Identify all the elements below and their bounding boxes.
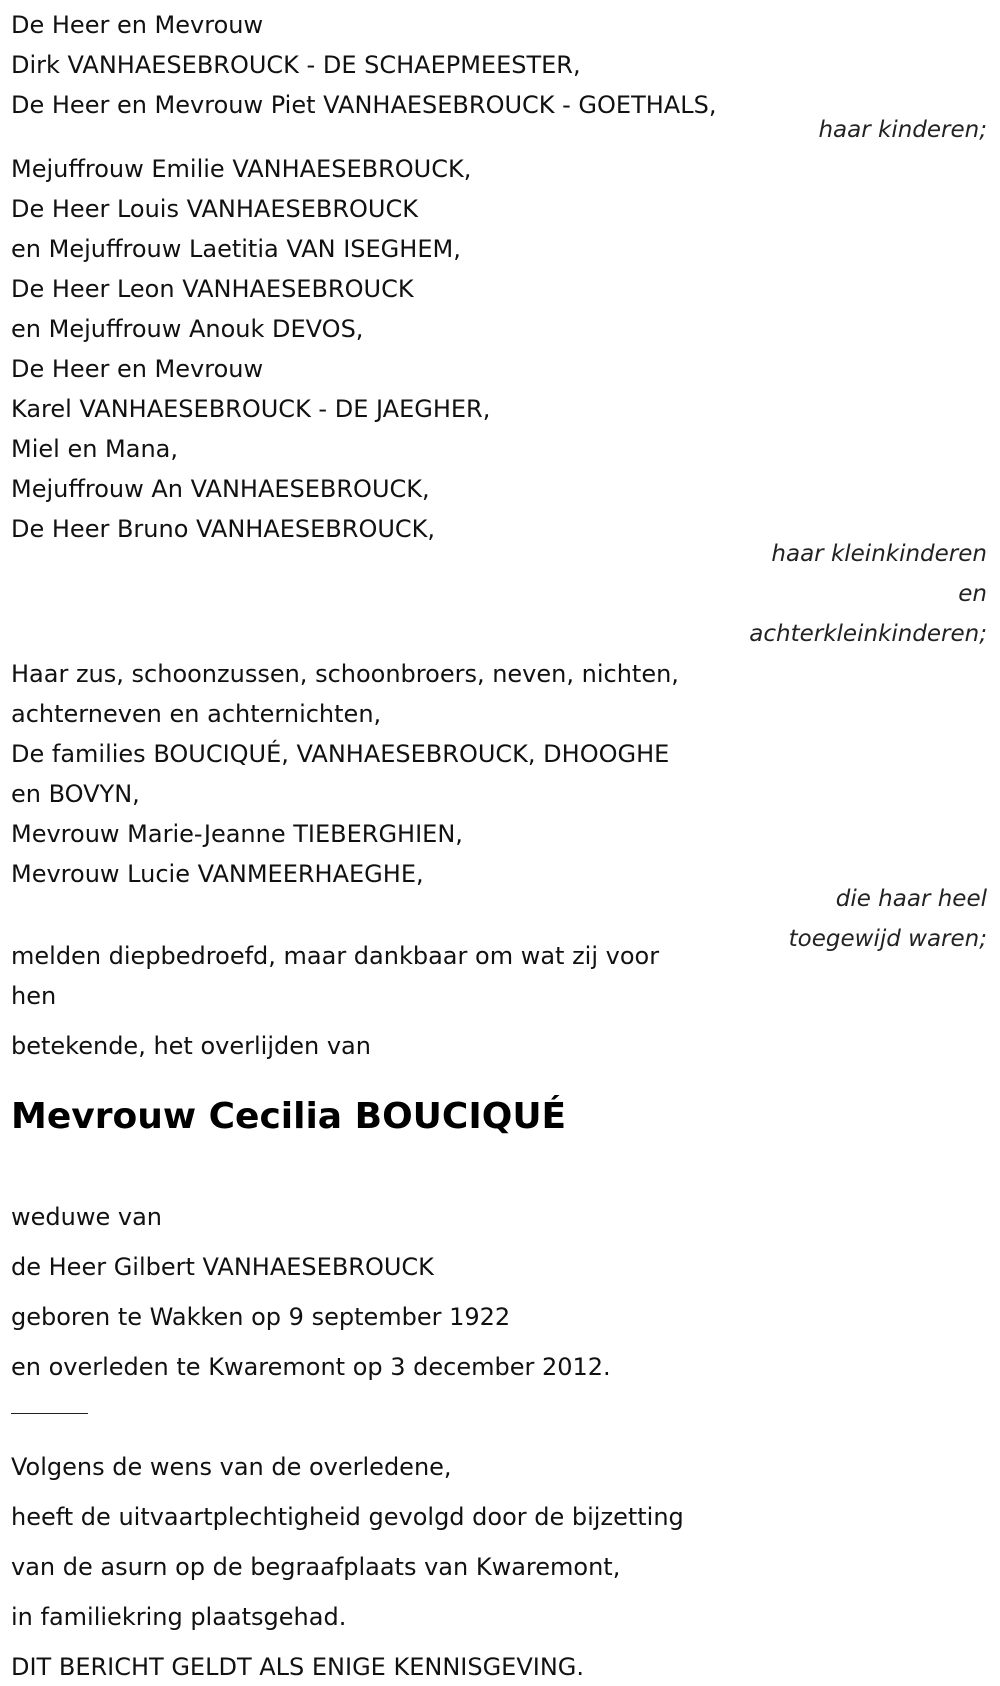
text-line: Mejuffrouw An VANHAESEBROUCK, (11, 475, 430, 503)
text-line: van de asurn op de begraafplaats van Kwaremont, (11, 1553, 621, 1581)
text-line: De families BOUCIQUÉ, VANHAESEBROUCK, DHOOGHE (11, 740, 670, 768)
role-label-grandchildren: achterkleinkinderen; (749, 621, 987, 647)
text-line: Miel en Mana, (11, 435, 179, 463)
text-line: Haar zus, schoonzussen, schoonbroers, neven, nichten, (11, 660, 679, 688)
text-line: en Mejuffrouw Laetitia VAN ISEGHEM, (11, 235, 461, 263)
text-line: de Heer Gilbert VANHAESEBROUCK (11, 1253, 434, 1281)
role-label-relatives: die haar heel (835, 886, 987, 912)
text-line: Mejuffrouw Emilie VANHAESEBROUCK, (11, 155, 472, 183)
text-line: en Mejuffrouw Anouk DEVOS, (11, 315, 364, 343)
text-line: Karel VANHAESEBROUCK - DE JAEGHER, (11, 395, 491, 423)
text-line: De Heer Leon VANHAESEBROUCK (11, 275, 414, 303)
text-line: De Heer Bruno VANHAESEBROUCK, (11, 515, 436, 543)
text-line: heeft de uitvaartplechtigheid gevolgd door de bijzetting (11, 1503, 684, 1531)
role-label-children: haar kinderen; (818, 117, 987, 143)
text-line: en overleden te Kwaremont op 3 december 2012. (11, 1353, 611, 1381)
text-line: De Heer en Mevrouw Piet VANHAESEBROUCK - GOETHALS, (11, 91, 717, 119)
text-line: weduwe van (11, 1203, 162, 1231)
text-line: De Heer en Mevrouw (11, 355, 264, 383)
role-label-grandchildren: en (958, 581, 987, 607)
text-line: achterneven en achternichten, (11, 700, 382, 728)
text-line: betekende, het overlijden van (11, 1032, 371, 1060)
text-line: in familiekring plaatsgehad. (11, 1603, 347, 1631)
deceased-name: Mevrouw Cecilia BOUCIQUÉ (11, 1096, 567, 1137)
text-line: melden diepbedroefd, maar dankbaar om wat zij voor (11, 942, 660, 970)
text-line: Dirk VANHAESEBROUCK - DE SCHAEPMEESTER, (11, 51, 581, 79)
text-line: en BOVYN, (11, 780, 140, 808)
text-line: geboren te Wakken op 9 september 1922 (11, 1303, 511, 1331)
text-line: hen (11, 982, 57, 1010)
separator-rule (11, 1413, 88, 1414)
role-label-relatives: toegewijd waren; (788, 926, 987, 952)
text-line: DIT BERICHT GELDT ALS ENIGE KENNISGEVING. (11, 1653, 585, 1681)
text-line: De Heer Louis VANHAESEBROUCK (11, 195, 418, 223)
role-label-grandchildren: haar kleinkinderen (771, 541, 987, 567)
text-line: De Heer en Mevrouw (11, 11, 264, 39)
text-line: Volgens de wens van de overledene, (11, 1453, 452, 1481)
text-line: Mevrouw Lucie VANMEERHAEGHE, (11, 860, 424, 888)
text-line: Mevrouw Marie-Jeanne TIEBERGHIEN, (11, 820, 463, 848)
